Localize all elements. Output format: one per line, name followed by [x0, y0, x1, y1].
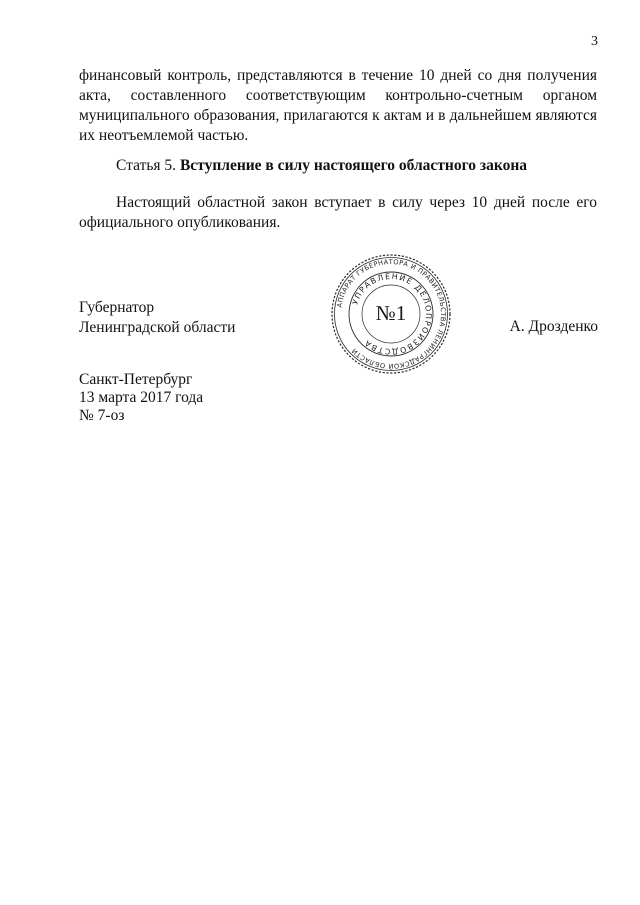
seal-outer-text: АППАРАТ ГУБЕРНАТОРА И ПРАВИТЕЛЬСТВА ЛЕНИНГРАДСКОЙ ОБЛАСТИ: [335, 257, 448, 371]
article-body-paragraph: Настоящий областной закон вступает в силу через 10 дней после его официального опубликования.: [79, 194, 597, 231]
signatory-title-line1: Губернатор: [79, 299, 155, 316]
article-heading: [116, 157, 527, 175]
continuation-paragraph: финансовый контроль, представляются в течение 10 дней со дня получения акта, составленного соответствующим контрольно-счетным органом муниципального образования, прилагаются к актам и в дальнейшем являются их неотъемлемой частью.: [79, 67, 597, 144]
law-date: 13 марта 2017 года: [79, 389, 204, 406]
page-number: 3: [591, 34, 598, 49]
seal-center-number: №1: [375, 301, 407, 325]
signatory-name: А. Дрозденко: [509, 318, 598, 335]
article-number: Статья 5.: [116, 157, 177, 174]
seal-inner-text: УПРАВЛЕНИЕ ДЕЛОПРОИЗВОДСТВА: [350, 271, 434, 357]
place-city: Санкт-Петербург: [79, 371, 193, 388]
signatory-title-line2: Ленинградской области: [79, 319, 236, 336]
article-title: Вступление в силу настоящего областного закона: [179, 157, 528, 174]
law-number: № 7-оз: [79, 407, 125, 424]
seal-graphic: [329, 252, 453, 376]
signatory-title: [79, 298, 235, 338]
place-date-number: [79, 371, 203, 425]
official-seal: [329, 252, 453, 376]
